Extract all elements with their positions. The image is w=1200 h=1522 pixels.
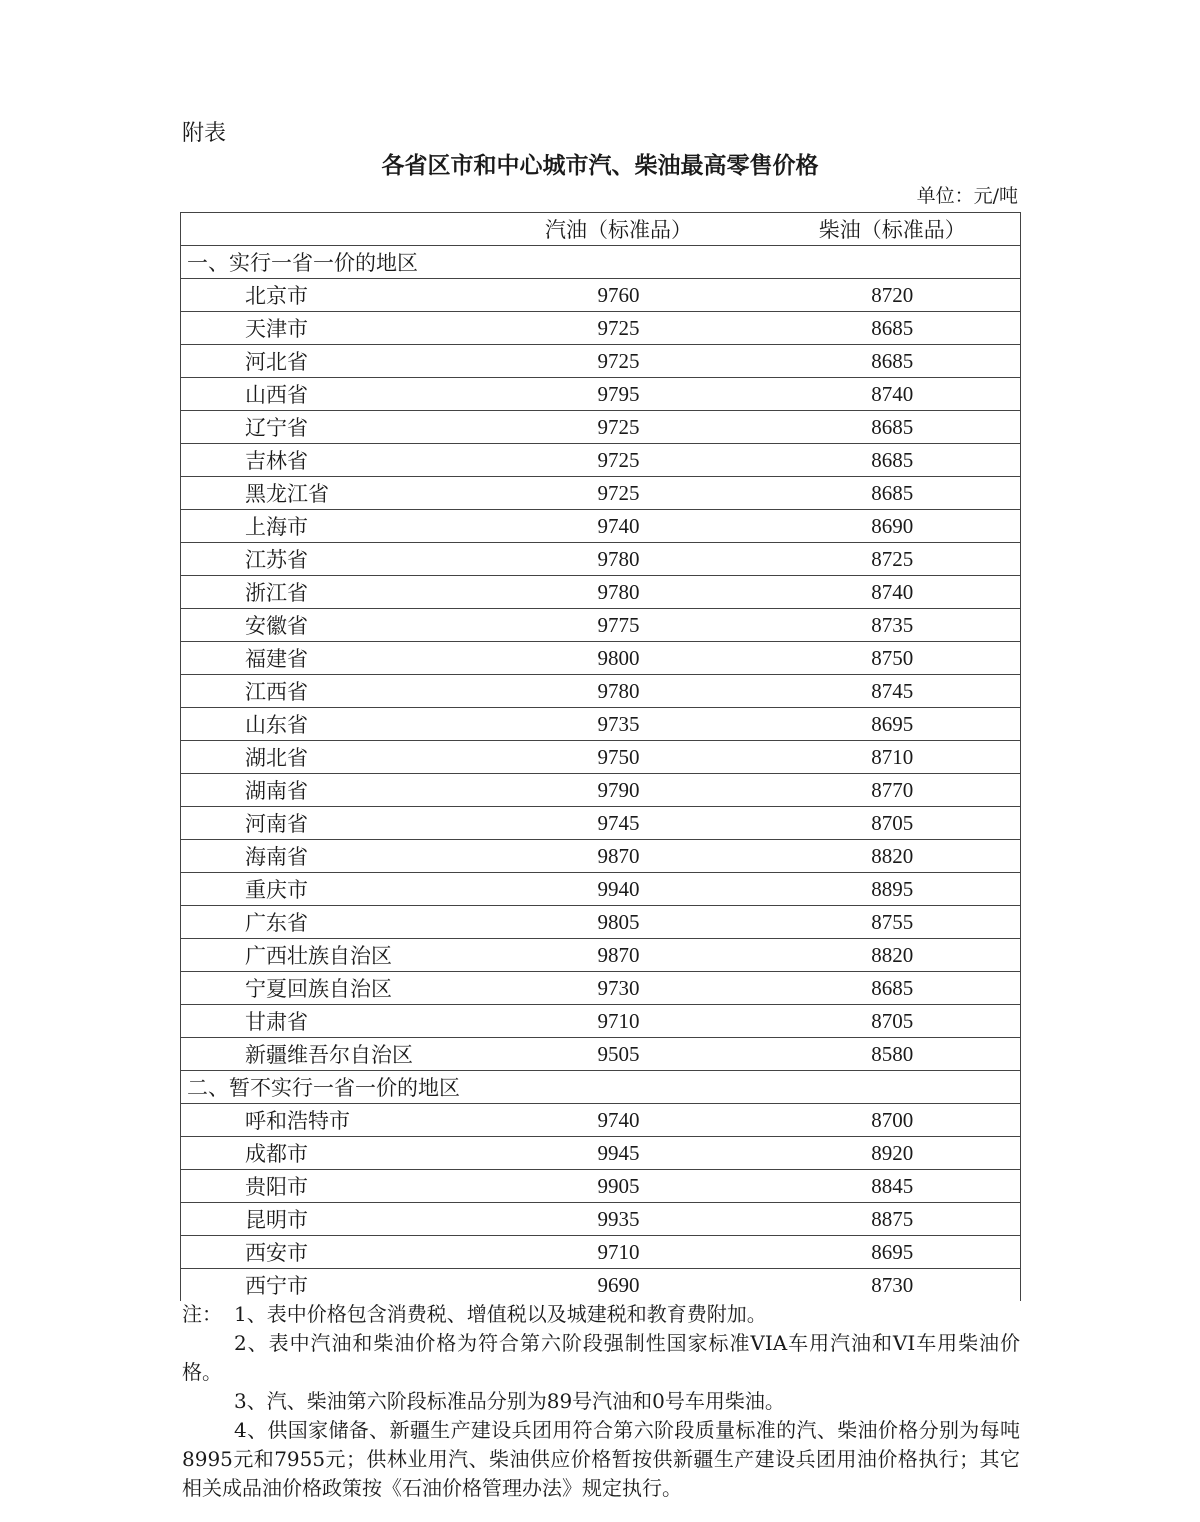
gasoline-price-cell: 9935 bbox=[473, 1203, 765, 1236]
gasoline-price-cell: 9740 bbox=[473, 510, 765, 543]
diesel-price-cell: 8685 bbox=[765, 411, 1021, 444]
diesel-price-cell: 8820 bbox=[765, 939, 1021, 972]
header-gasoline: 汽油（标准品） bbox=[473, 213, 765, 246]
diesel-price-cell: 8685 bbox=[765, 345, 1021, 378]
region-cell: 新疆维吾尔自治区 bbox=[181, 1038, 473, 1071]
gasoline-price-cell: 9690 bbox=[473, 1269, 765, 1302]
region-cell: 广西壮族自治区 bbox=[181, 939, 473, 972]
table-row bbox=[181, 807, 1021, 840]
region-cell: 重庆市 bbox=[181, 873, 473, 906]
gasoline-price-cell: 9725 bbox=[473, 345, 765, 378]
region-cell: 山西省 bbox=[181, 378, 473, 411]
table-row bbox=[181, 840, 1021, 873]
section-title: 一、实行一省一价的地区 bbox=[181, 246, 473, 279]
note-text-1: 1、表中价格包含消费税、增值税以及城建税和教育费附加。 bbox=[234, 1302, 767, 1326]
gasoline-price-cell: 9780 bbox=[473, 576, 765, 609]
region-cell: 呼和浩特市 bbox=[181, 1104, 473, 1137]
table-row bbox=[181, 675, 1021, 708]
gasoline-price-cell: 9730 bbox=[473, 972, 765, 1005]
gasoline-price-cell: 9505 bbox=[473, 1038, 765, 1071]
diesel-price-cell: 8685 bbox=[765, 312, 1021, 345]
section-empty-cell bbox=[473, 246, 765, 279]
region-cell: 海南省 bbox=[181, 840, 473, 873]
region-cell: 江苏省 bbox=[181, 543, 473, 576]
diesel-price-cell: 8740 bbox=[765, 576, 1021, 609]
diesel-price-cell: 8685 bbox=[765, 444, 1021, 477]
diesel-price-cell: 8770 bbox=[765, 774, 1021, 807]
gasoline-price-cell: 9905 bbox=[473, 1170, 765, 1203]
region-cell: 广东省 bbox=[181, 906, 473, 939]
table-row bbox=[181, 1203, 1021, 1236]
diesel-price-cell: 8720 bbox=[765, 279, 1021, 312]
gasoline-price-cell: 9870 bbox=[473, 939, 765, 972]
diesel-price-cell: 8705 bbox=[765, 1005, 1021, 1038]
region-cell: 山东省 bbox=[181, 708, 473, 741]
gasoline-price-cell: 9710 bbox=[473, 1005, 765, 1038]
diesel-price-cell: 8685 bbox=[765, 477, 1021, 510]
diesel-price-cell: 8735 bbox=[765, 609, 1021, 642]
header-diesel: 柴油（标准品） bbox=[765, 213, 1021, 246]
gasoline-price-cell: 9870 bbox=[473, 840, 765, 873]
region-cell: 吉林省 bbox=[181, 444, 473, 477]
gasoline-price-cell: 9790 bbox=[473, 774, 765, 807]
diesel-price-cell: 8895 bbox=[765, 873, 1021, 906]
region-cell: 江西省 bbox=[181, 675, 473, 708]
gasoline-price-cell: 9740 bbox=[473, 1104, 765, 1137]
note-2: 2、表中汽油和柴油价格为符合第六阶段强制性国家标准VIA车用汽油和VI车用柴油价格。 bbox=[182, 1331, 1020, 1384]
region-cell: 贵阳市 bbox=[181, 1170, 473, 1203]
gasoline-price-cell: 9725 bbox=[473, 411, 765, 444]
diesel-price-cell: 8710 bbox=[765, 741, 1021, 774]
region-cell: 宁夏回族自治区 bbox=[181, 972, 473, 1005]
table-row bbox=[181, 1269, 1021, 1302]
region-cell: 昆明市 bbox=[181, 1203, 473, 1236]
region-cell: 北京市 bbox=[181, 279, 473, 312]
gasoline-price-cell: 9800 bbox=[473, 642, 765, 675]
diesel-price-cell: 8695 bbox=[765, 1236, 1021, 1269]
diesel-price-cell: 8920 bbox=[765, 1137, 1021, 1170]
diesel-price-cell: 8845 bbox=[765, 1170, 1021, 1203]
diesel-price-cell: 8755 bbox=[765, 906, 1021, 939]
document-title: 各省区市和中心城市汽、柴油最高零售价格 bbox=[381, 153, 819, 179]
region-cell: 成都市 bbox=[181, 1137, 473, 1170]
note-3: 3、汽、柴油第六阶段标准品分别为89号汽油和0号车用柴油。 bbox=[234, 1389, 785, 1413]
notes bbox=[182, 1300, 1020, 1503]
table-row bbox=[181, 1137, 1021, 1170]
table-row bbox=[181, 510, 1021, 543]
region-cell: 辽宁省 bbox=[181, 411, 473, 444]
gasoline-price-cell: 9805 bbox=[473, 906, 765, 939]
region-cell: 西宁市 bbox=[181, 1269, 473, 1302]
price-table bbox=[180, 212, 1021, 1301]
table-row bbox=[181, 543, 1021, 576]
section-empty-cell bbox=[765, 246, 1021, 279]
table-row bbox=[181, 906, 1021, 939]
region-cell: 黑龙江省 bbox=[181, 477, 473, 510]
diesel-price-cell: 8750 bbox=[765, 642, 1021, 675]
table-row bbox=[181, 774, 1021, 807]
note-1 bbox=[182, 1300, 1020, 1329]
diesel-price-cell: 8700 bbox=[765, 1104, 1021, 1137]
gasoline-price-cell: 9725 bbox=[473, 477, 765, 510]
diesel-price-cell: 8725 bbox=[765, 543, 1021, 576]
diesel-price-cell: 8730 bbox=[765, 1269, 1021, 1302]
table-row bbox=[181, 378, 1021, 411]
section-row-2 bbox=[181, 1071, 1021, 1104]
diesel-price-cell: 8740 bbox=[765, 378, 1021, 411]
region-cell: 湖南省 bbox=[181, 774, 473, 807]
gasoline-price-cell: 9940 bbox=[473, 873, 765, 906]
notes-label: 注： bbox=[182, 1302, 222, 1326]
region-cell: 河南省 bbox=[181, 807, 473, 840]
region-cell: 浙江省 bbox=[181, 576, 473, 609]
table-header-row bbox=[181, 213, 1021, 246]
gasoline-price-cell: 9745 bbox=[473, 807, 765, 840]
table-row bbox=[181, 477, 1021, 510]
table-row bbox=[181, 444, 1021, 477]
table-row bbox=[181, 741, 1021, 774]
gasoline-price-cell: 9760 bbox=[473, 279, 765, 312]
table-row bbox=[181, 1170, 1021, 1203]
table-row bbox=[181, 279, 1021, 312]
table-row bbox=[181, 708, 1021, 741]
region-cell: 上海市 bbox=[181, 510, 473, 543]
table-row bbox=[181, 576, 1021, 609]
diesel-price-cell: 8690 bbox=[765, 510, 1021, 543]
section-title: 二、暂不实行一省一价的地区 bbox=[181, 1071, 473, 1104]
table-row bbox=[181, 411, 1021, 444]
region-cell: 湖北省 bbox=[181, 741, 473, 774]
table-row bbox=[181, 873, 1021, 906]
diesel-price-cell: 8705 bbox=[765, 807, 1021, 840]
gasoline-price-cell: 9775 bbox=[473, 609, 765, 642]
diesel-price-cell: 8685 bbox=[765, 972, 1021, 1005]
region-cell: 安徽省 bbox=[181, 609, 473, 642]
section-row-1 bbox=[181, 246, 1021, 279]
section-empty-cell bbox=[473, 1071, 765, 1104]
diesel-price-cell: 8875 bbox=[765, 1203, 1021, 1236]
region-cell: 天津市 bbox=[181, 312, 473, 345]
table-row bbox=[181, 939, 1021, 972]
gasoline-price-cell: 9725 bbox=[473, 312, 765, 345]
gasoline-price-cell: 9735 bbox=[473, 708, 765, 741]
note-4: 4、供国家储备、新疆生产建设兵团用符合第六阶段质量标准的汽、柴油价格分别为每吨8995元和7955元；供林业用汽、柴油供应价格暂按供新疆生产建设兵团用油价格执行；其它相关成品油价格政策按《石油价格管理办法》规定执行。 bbox=[182, 1418, 1020, 1500]
table-row bbox=[181, 312, 1021, 345]
section-empty-cell bbox=[765, 1071, 1021, 1104]
table-row bbox=[181, 642, 1021, 675]
region-cell: 福建省 bbox=[181, 642, 473, 675]
gasoline-price-cell: 9795 bbox=[473, 378, 765, 411]
gasoline-price-cell: 9945 bbox=[473, 1137, 765, 1170]
diesel-price-cell: 8820 bbox=[765, 840, 1021, 873]
table-row bbox=[181, 1236, 1021, 1269]
table-row bbox=[181, 972, 1021, 1005]
gasoline-price-cell: 9780 bbox=[473, 543, 765, 576]
diesel-price-cell: 8745 bbox=[765, 675, 1021, 708]
table-row bbox=[181, 609, 1021, 642]
appendix-label: 附表 bbox=[182, 121, 227, 146]
unit-label: 单位：元/吨 bbox=[916, 185, 1018, 207]
table-row bbox=[181, 1038, 1021, 1071]
gasoline-price-cell: 9710 bbox=[473, 1236, 765, 1269]
table-row bbox=[181, 1005, 1021, 1038]
diesel-price-cell: 8695 bbox=[765, 708, 1021, 741]
header-region bbox=[181, 213, 473, 246]
region-cell: 西安市 bbox=[181, 1236, 473, 1269]
gasoline-price-cell: 9725 bbox=[473, 444, 765, 477]
table-row bbox=[181, 345, 1021, 378]
table-row bbox=[181, 1104, 1021, 1137]
gasoline-price-cell: 9780 bbox=[473, 675, 765, 708]
diesel-price-cell: 8580 bbox=[765, 1038, 1021, 1071]
region-cell: 甘肃省 bbox=[181, 1005, 473, 1038]
region-cell: 河北省 bbox=[181, 345, 473, 378]
gasoline-price-cell: 9750 bbox=[473, 741, 765, 774]
